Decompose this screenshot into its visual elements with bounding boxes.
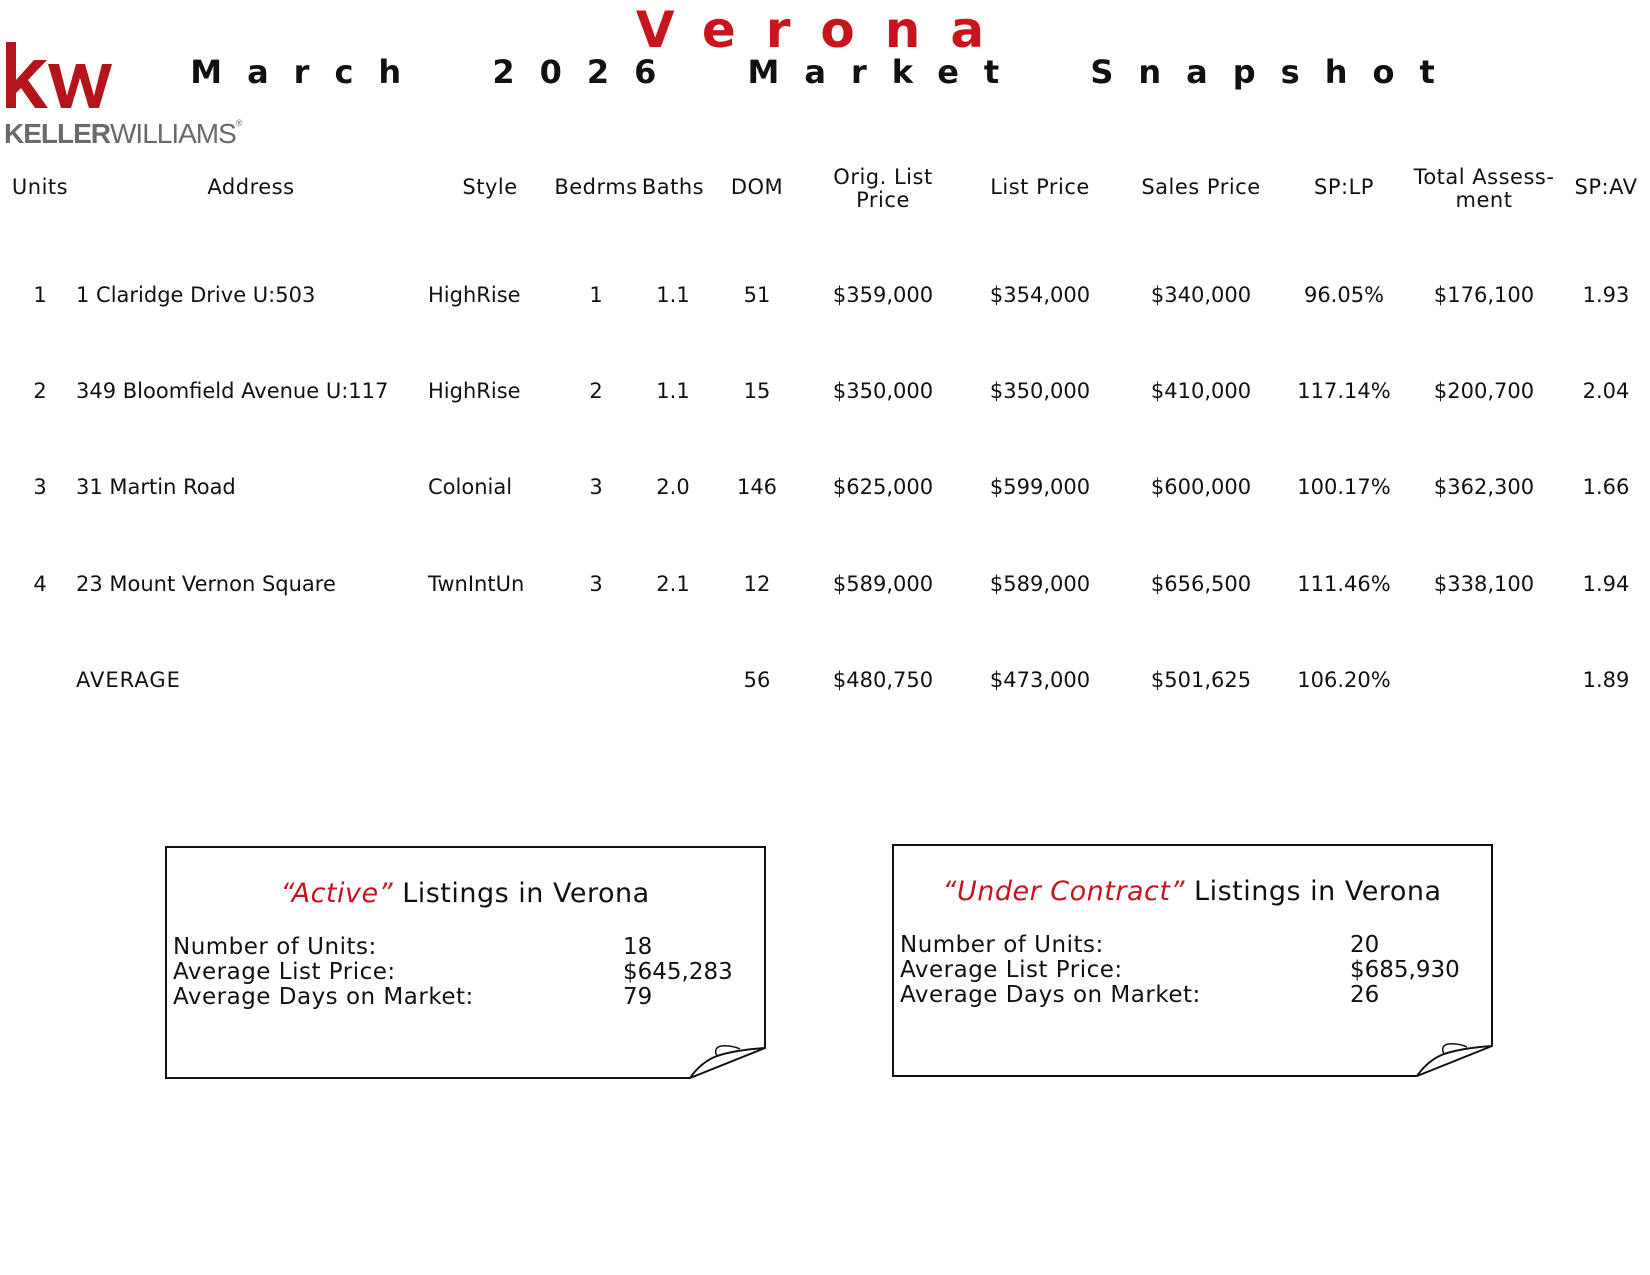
cell-dom: 146: [736, 475, 778, 499]
cell-sales-price: $340,000: [1150, 283, 1252, 307]
cell-sp-lp: 111.46%: [1297, 572, 1391, 596]
cell-sp-lp: 96.05%: [1303, 283, 1385, 307]
logo-wordmark: KELLERWILLIAMS®: [4, 118, 242, 149]
cell-assessment: $338,100: [1433, 572, 1535, 596]
cell-sp-lp: 100.17%: [1297, 475, 1391, 499]
header-orig-list-price: [833, 166, 932, 212]
average-list-price: $473,000: [989, 668, 1091, 692]
header-assessment-line2: ment: [1455, 188, 1513, 212]
header-sales-price: Sales Price: [1141, 175, 1261, 199]
cell-sp-av: 1.94: [1582, 572, 1630, 596]
contract-price-value: $685,930: [1350, 957, 1460, 983]
cell-sales-price: $656,500: [1150, 572, 1252, 596]
cell-sp-av: 1.93: [1582, 283, 1630, 307]
active-listings-card: [165, 846, 765, 1078]
under-contract-listings-card: [892, 844, 1492, 1076]
cell-list-price: $354,000: [989, 283, 1091, 307]
contract-title-emphasis: “Under Contract”: [942, 876, 1185, 907]
average-orig-list-price: $480,750: [832, 668, 934, 692]
active-price-value: $645,283: [623, 959, 733, 985]
cell-bedrooms: 3: [589, 475, 603, 499]
cell-bedrooms: 1: [589, 283, 603, 307]
cell-assessment: $200,700: [1433, 379, 1535, 403]
page-title: Verona: [635, 1, 1015, 59]
header-units: Units: [11, 175, 69, 199]
cell-assessment: $176,100: [1433, 283, 1535, 307]
cell-dom: 15: [743, 379, 771, 403]
average-sales-price: $501,625: [1150, 668, 1252, 692]
active-title-emphasis: “Active”: [280, 878, 394, 909]
cell-sales-price: $600,000: [1150, 475, 1252, 499]
cell-unit: 4: [33, 572, 47, 596]
average-label: AVERAGE: [76, 668, 181, 692]
cell-orig-list-price: $589,000: [832, 572, 934, 596]
active-units-label: Number of Units:: [173, 934, 377, 960]
header-style: Style: [462, 175, 518, 199]
cell-style: HighRise: [428, 283, 521, 307]
cell-address: 31 Martin Road: [76, 475, 236, 499]
cell-address: 1 Claridge Drive U:503: [76, 283, 316, 307]
cell-address: 23 Mount Vernon Square: [76, 572, 336, 596]
header-baths: Baths: [641, 175, 705, 199]
page-subtitle: March 2026 Market Snapshot: [190, 53, 1460, 91]
active-units-value: 18: [623, 934, 653, 960]
active-dom-value: 79: [623, 984, 653, 1010]
cell-dom: 51: [743, 283, 771, 307]
cell-orig-list-price: $350,000: [832, 379, 934, 403]
average-sp-av: 1.89: [1582, 668, 1630, 692]
cell-address: 349 Bloomfield Avenue U:117: [76, 379, 389, 403]
contract-units-label: Number of Units:: [900, 932, 1104, 958]
header-orig-list-line1: Orig. List: [833, 165, 933, 189]
cell-list-price: $599,000: [989, 475, 1091, 499]
active-card-title: [165, 878, 765, 909]
active-dom-label: Average Days on Market:: [173, 984, 474, 1010]
header-bedrooms: Bedrms: [554, 175, 638, 199]
contract-dom-label: Average Days on Market:: [900, 982, 1201, 1008]
cell-sp-av: 1.66: [1582, 475, 1630, 499]
header-list-price: List Price: [990, 175, 1090, 199]
cell-assessment: $362,300: [1433, 475, 1535, 499]
cell-style: TwnIntUn: [428, 572, 525, 596]
cell-bedrooms: 3: [589, 572, 603, 596]
header-sp-av: SP:AV: [1574, 175, 1638, 199]
contract-units-value: 20: [1350, 932, 1380, 958]
cell-orig-list-price: $625,000: [832, 475, 934, 499]
cell-unit: 2: [33, 379, 47, 403]
cell-unit: 1: [33, 283, 47, 307]
active-price-label: Average List Price:: [173, 959, 396, 985]
header-dom: DOM: [730, 175, 784, 199]
contract-dom-value: 26: [1350, 982, 1380, 1008]
cell-sp-lp: 117.14%: [1297, 379, 1391, 403]
cell-orig-list-price: $359,000: [832, 283, 934, 307]
contract-title-rest: Listings in Verona: [1194, 876, 1442, 907]
average-dom: 56: [743, 668, 771, 692]
cell-baths: 2.1: [656, 572, 690, 596]
average-sp-lp: 106.20%: [1297, 668, 1391, 692]
cell-sales-price: $410,000: [1150, 379, 1252, 403]
cell-style: HighRise: [428, 379, 521, 403]
cell-dom: 12: [743, 572, 771, 596]
contract-card-title: [892, 876, 1492, 907]
header-sp-lp: SP:LP: [1314, 175, 1374, 199]
contract-price-label: Average List Price:: [900, 957, 1123, 983]
cell-baths: 1.1: [656, 283, 690, 307]
header-total-assessment: [1414, 166, 1555, 212]
cell-unit: 3: [33, 475, 47, 499]
cell-style: Colonial: [428, 475, 513, 499]
active-title-rest: Listings in Verona: [402, 878, 650, 909]
header-assessment-line1: Total Assess-: [1413, 165, 1555, 189]
header-orig-list-line2: Price: [856, 188, 910, 212]
cell-sp-av: 2.04: [1582, 379, 1630, 403]
cell-bedrooms: 2: [589, 379, 603, 403]
cell-baths: 1.1: [656, 379, 690, 403]
cell-baths: 2.0: [656, 475, 690, 499]
cell-list-price: $350,000: [989, 379, 1091, 403]
cell-list-price: $589,000: [989, 572, 1091, 596]
header-address: Address: [207, 175, 295, 199]
